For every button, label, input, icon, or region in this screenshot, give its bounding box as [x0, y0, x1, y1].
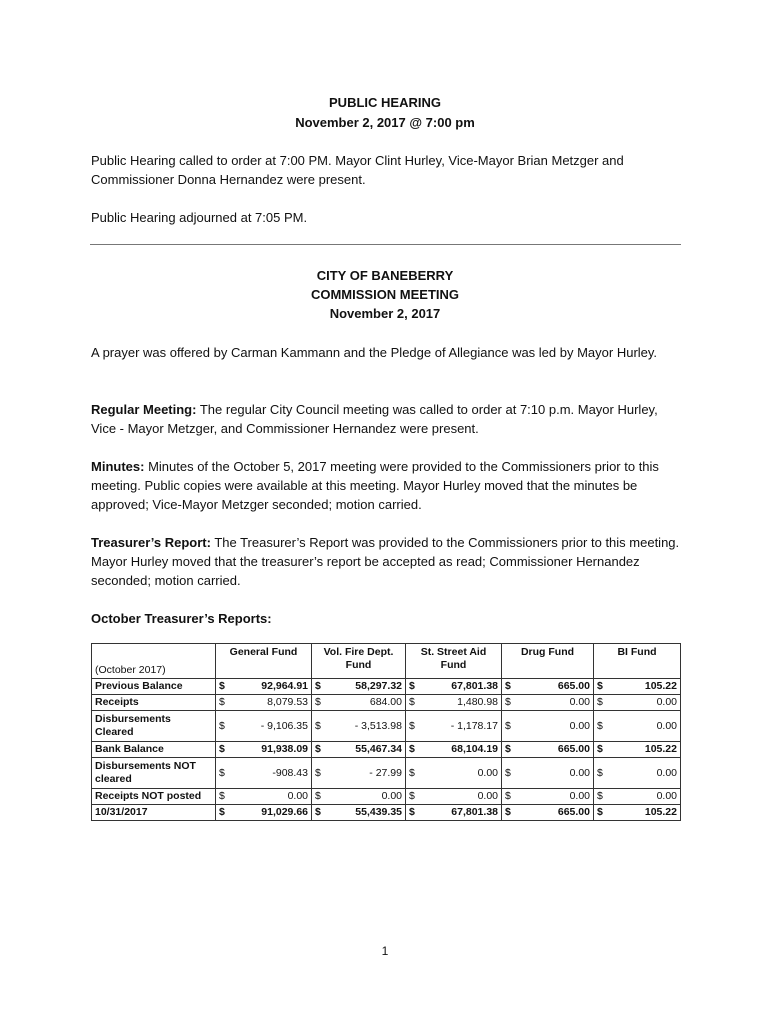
column-header: Vol. Fire Dept. Fund [312, 644, 406, 679]
table-row [92, 742, 681, 758]
column-header: Drug Fund [502, 644, 594, 679]
amount-cell: 67,801.38 [420, 679, 502, 695]
table-row [92, 789, 681, 805]
amount-cell: -908.43 [230, 758, 312, 789]
prayer-paragraph: A prayer was offered by Carman Kammann and the Pledge of Allegiance was led by Mayor Hurley. [91, 345, 658, 360]
currency-symbol: $ [502, 789, 516, 805]
table-row [92, 679, 681, 695]
currency-symbol: $ [216, 758, 230, 789]
regular-meeting-paragraph [91, 400, 681, 438]
city-name: CITY OF BANEBERRY [316, 268, 454, 283]
minutes-text: Minutes of the October 5, 2017 meeting were provided to the Commissioners prior to this meeting. Public copies were available at this meeting. Mayor Hurley moved that the minutes be approved; Vice-Mayor Metzger seconded; motion carried. [91, 459, 659, 512]
amount-cell: 0.00 [516, 695, 594, 711]
row-label: 10/31/2017 [92, 805, 216, 821]
table-header-row [92, 644, 681, 664]
currency-symbol: $ [594, 711, 608, 742]
period-header-cell [92, 644, 216, 664]
reports-heading: October Treasurer’s Reports: [91, 611, 272, 626]
amount-cell: 1,480.98 [420, 695, 502, 711]
amount-cell: 0.00 [326, 789, 406, 805]
amount-cell: 67,801.38 [420, 805, 502, 821]
currency-symbol: $ [594, 805, 608, 821]
amount-cell: 91,938.09 [230, 742, 312, 758]
currency-symbol: $ [594, 679, 608, 695]
amount-cell: - 1,178.17 [420, 711, 502, 742]
hearing-date: November 2, 2017 @ 7:00 pm [295, 115, 475, 130]
currency-symbol: $ [502, 695, 516, 711]
currency-symbol: $ [216, 679, 230, 695]
amount-cell: 0.00 [516, 758, 594, 789]
currency-symbol: $ [406, 742, 420, 758]
row-label: Previous Balance [92, 679, 216, 695]
treasurer-text: The Treasurer’s Report was provided to the Commissioners prior to this meeting. Mayor Hurley moved that the treasurer’s report be accepted as read; Commissioner Hernandez seconded; motion carried. [91, 535, 680, 588]
currency-symbol: $ [594, 695, 608, 711]
table-row [92, 758, 681, 789]
amount-cell: 665.00 [516, 805, 594, 821]
treasurer-label: Treasurer’s Report: [91, 535, 211, 550]
currency-symbol: $ [594, 758, 608, 789]
period-label: (October 2017) [92, 663, 216, 679]
currency-symbol: $ [216, 805, 230, 821]
treasurer-report-table [91, 643, 681, 821]
amount-cell: 0.00 [420, 758, 502, 789]
currency-symbol: $ [594, 789, 608, 805]
currency-symbol: $ [312, 789, 326, 805]
table-row [92, 711, 681, 742]
amount-cell: 105.22 [608, 805, 681, 821]
hearing-adjourned: Public Hearing adjourned at 7:05 PM. [91, 210, 308, 225]
meeting-title: COMMISSION MEETING [310, 287, 460, 302]
page-number: 1 [381, 944, 389, 958]
section-divider [90, 244, 681, 245]
treasurer-paragraph [91, 533, 681, 590]
currency-symbol: $ [312, 805, 326, 821]
currency-symbol: $ [312, 742, 326, 758]
amount-cell: 105.22 [608, 679, 681, 695]
amount-cell: - 3,513.98 [326, 711, 406, 742]
currency-symbol: $ [312, 695, 326, 711]
currency-symbol: $ [406, 679, 420, 695]
amount-cell: 92,964.91 [230, 679, 312, 695]
regular-meeting-label: Regular Meeting: [91, 402, 197, 417]
currency-symbol: $ [216, 789, 230, 805]
amount-cell: 665.00 [516, 742, 594, 758]
amount-cell: 68,104.19 [420, 742, 502, 758]
row-label: Receipts NOT posted [92, 789, 216, 805]
table-row [92, 805, 681, 821]
amount-cell: 665.00 [516, 679, 594, 695]
amount-cell: 105.22 [608, 742, 681, 758]
amount-cell: 91,029.66 [230, 805, 312, 821]
currency-symbol: $ [406, 789, 420, 805]
minutes-label: Minutes: [91, 459, 145, 474]
currency-symbol: $ [502, 679, 516, 695]
currency-symbol: $ [406, 758, 420, 789]
amount-cell: - 9,106.35 [230, 711, 312, 742]
amount-cell: 0.00 [608, 758, 681, 789]
currency-symbol: $ [312, 711, 326, 742]
table-row [92, 695, 681, 711]
column-header: BI Fund [594, 644, 681, 679]
amount-cell: 0.00 [608, 789, 681, 805]
currency-symbol: $ [406, 805, 420, 821]
currency-symbol: $ [594, 742, 608, 758]
amount-cell: 0.00 [420, 789, 502, 805]
currency-symbol: $ [216, 711, 230, 742]
currency-symbol: $ [502, 711, 516, 742]
hearing-paragraph: Public Hearing called to order at 7:00 PM. Mayor Clint Hurley, Vice-Mayor Brian Metzger and Commissioner Donna Hernandez were present. [91, 153, 624, 187]
amount-cell: - 27.99 [326, 758, 406, 789]
currency-symbol: $ [502, 742, 516, 758]
amount-cell: 0.00 [608, 711, 681, 742]
amount-cell: 55,439.35 [326, 805, 406, 821]
amount-cell: 684.00 [326, 695, 406, 711]
currency-symbol: $ [406, 695, 420, 711]
regular-meeting-text: The regular City Council meeting was called to order at 7:10 p.m. Mayor Hurley, Vice - Mayor Metzger, and Commissioner Hernandez were present. [91, 402, 658, 436]
amount-cell: 58,297.32 [326, 679, 406, 695]
currency-symbol: $ [216, 695, 230, 711]
row-label: Bank Balance [92, 742, 216, 758]
currency-symbol: $ [406, 711, 420, 742]
amount-cell: 8,079.53 [230, 695, 312, 711]
amount-cell: 0.00 [608, 695, 681, 711]
currency-symbol: $ [216, 742, 230, 758]
meeting-date: November 2, 2017 [329, 306, 441, 321]
currency-symbol: $ [502, 805, 516, 821]
amount-cell: 0.00 [516, 711, 594, 742]
hearing-title: PUBLIC HEARING [329, 95, 441, 110]
row-label: Disbursements NOT cleared [92, 758, 216, 789]
amount-cell: 0.00 [516, 789, 594, 805]
column-header: St. Street Aid Fund [406, 644, 502, 679]
column-header: General Fund [216, 644, 312, 679]
row-label: Receipts [92, 695, 216, 711]
currency-symbol: $ [502, 758, 516, 789]
currency-symbol: $ [312, 679, 326, 695]
currency-symbol: $ [312, 758, 326, 789]
minutes-paragraph [91, 457, 681, 514]
amount-cell: 55,467.34 [326, 742, 406, 758]
row-label: Disbursements Cleared [92, 711, 216, 742]
amount-cell: 0.00 [230, 789, 312, 805]
